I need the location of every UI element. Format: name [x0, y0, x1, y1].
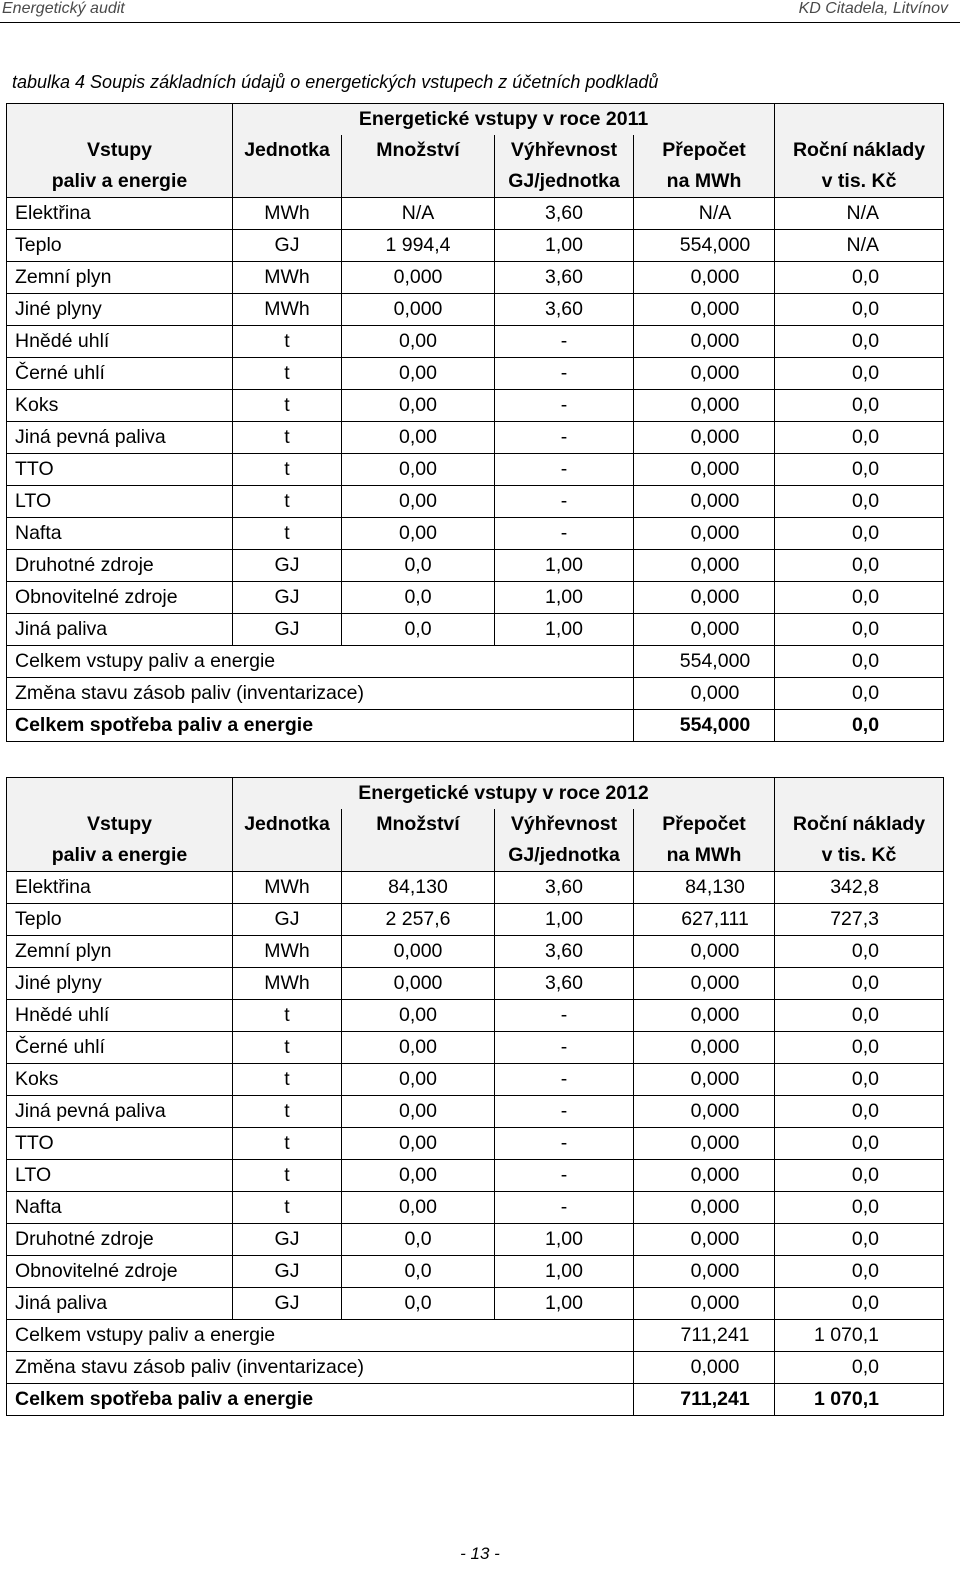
- calorific-cell: -: [495, 1096, 634, 1128]
- header-document-title: Energetický audit: [2, 0, 125, 17]
- totals-mwh-cell: 0,000: [634, 678, 775, 710]
- calorific-cell: -: [495, 1160, 634, 1192]
- quantity-cell: 0,00: [342, 1128, 495, 1160]
- table-row: [7, 1128, 944, 1160]
- row-label: Jiná paliva: [7, 1288, 233, 1320]
- mwh-cell: 0,000: [634, 1032, 775, 1064]
- column-header-cost: Roční náklady: [775, 135, 944, 166]
- cost-cell: N/A: [775, 198, 944, 230]
- mwh-cell: N/A: [634, 198, 775, 230]
- row-label: Nafta: [7, 518, 233, 550]
- mwh-cell: 0,000: [634, 1000, 775, 1032]
- unit-cell: GJ: [233, 582, 342, 614]
- cost-cell: 0,0: [775, 1032, 944, 1064]
- cost-cell: 0,0: [775, 1096, 944, 1128]
- table-row: [7, 1256, 944, 1288]
- column-header-conversion: Přepočet: [634, 135, 775, 166]
- cost-cell: 0,0: [775, 422, 944, 454]
- totals-row: [7, 646, 944, 678]
- calorific-cell: -: [495, 390, 634, 422]
- row-label: Druhotné zdroje: [7, 1224, 233, 1256]
- calorific-cell: -: [495, 1128, 634, 1160]
- unit-cell: t: [233, 1032, 342, 1064]
- table-row: [7, 390, 944, 422]
- row-label: Zemní plyn: [7, 262, 233, 294]
- column-header-conversion: Přepočet: [634, 809, 775, 840]
- header-building-name: KD Citadela, Litvínov: [798, 0, 948, 17]
- table-row: [7, 968, 944, 1000]
- calorific-cell: -: [495, 422, 634, 454]
- cost-cell: 0,0: [775, 1256, 944, 1288]
- unit-cell: t: [233, 1000, 342, 1032]
- row-label: Jiná pevná paliva: [7, 1096, 233, 1128]
- totals-row: [7, 1320, 944, 1352]
- unit-cell: GJ: [233, 904, 342, 936]
- cost-cell: 342,8: [775, 872, 944, 904]
- calorific-cell: 1,00: [495, 582, 634, 614]
- unit-cell: t: [233, 1096, 342, 1128]
- mwh-cell: 0,000: [634, 550, 775, 582]
- unit-cell: t: [233, 358, 342, 390]
- unit-cell: GJ: [233, 230, 342, 262]
- energy-inputs-table: [6, 103, 944, 742]
- unit-cell: t: [233, 454, 342, 486]
- table-title: Energetické vstupy v roce 2011: [233, 104, 775, 136]
- cost-cell: 0,0: [775, 582, 944, 614]
- table-caption: tabulka 4 Soupis základních údajů o energetických vstupech z účetních podkladů: [12, 72, 659, 92]
- table-row: [7, 358, 944, 390]
- table-row: [7, 326, 944, 358]
- mwh-cell: 0,000: [634, 454, 775, 486]
- row-label: Jiné plyny: [7, 294, 233, 326]
- totals-mwh-cell: 554,000: [634, 646, 775, 678]
- row-label: Teplo: [7, 230, 233, 262]
- calorific-cell: 3,60: [495, 936, 634, 968]
- row-label: Obnovitelné zdroje: [7, 1256, 233, 1288]
- page-number: - 13 -: [460, 1544, 500, 1563]
- totals-cost-cell: 0,0: [775, 710, 944, 742]
- column-header-inputs: Vstupy: [7, 809, 233, 840]
- calorific-cell: 3,60: [495, 872, 634, 904]
- calorific-cell: -: [495, 1064, 634, 1096]
- cost-cell: 0,0: [775, 1224, 944, 1256]
- totals-label: Změna stavu zásob paliv (inventarizace): [7, 1352, 634, 1384]
- quantity-cell: 0,00: [342, 486, 495, 518]
- row-label: Jiná pevná paliva: [7, 422, 233, 454]
- quantity-cell: 0,0: [342, 1256, 495, 1288]
- totals-mwh-cell: 0,000: [634, 1352, 775, 1384]
- mwh-cell: 0,000: [634, 518, 775, 550]
- totals-mwh-cell: 554,000: [634, 710, 775, 742]
- column-header-calorific-unit: GJ/jednotka: [495, 840, 634, 872]
- unit-cell: t: [233, 326, 342, 358]
- table-row: [7, 454, 944, 486]
- calorific-cell: -: [495, 1000, 634, 1032]
- table-row: [7, 936, 944, 968]
- column-header-inputs-sub: paliv a energie: [7, 840, 233, 872]
- header-cell-blank: [7, 104, 233, 136]
- table-row: [7, 230, 944, 262]
- mwh-cell: 0,000: [634, 1096, 775, 1128]
- unit-cell: GJ: [233, 1256, 342, 1288]
- mwh-cell: 0,000: [634, 390, 775, 422]
- cost-cell: 727,3: [775, 904, 944, 936]
- header-cell-blank: [342, 166, 495, 198]
- cost-cell: N/A: [775, 230, 944, 262]
- calorific-cell: 3,60: [495, 262, 634, 294]
- unit-cell: MWh: [233, 294, 342, 326]
- unit-cell: MWh: [233, 936, 342, 968]
- unit-cell: MWh: [233, 198, 342, 230]
- row-label: Obnovitelné zdroje: [7, 582, 233, 614]
- table-row: [7, 904, 944, 936]
- totals-cost-cell: 0,0: [775, 678, 944, 710]
- unit-cell: GJ: [233, 614, 342, 646]
- unit-cell: t: [233, 1160, 342, 1192]
- mwh-cell: 0,000: [634, 1224, 775, 1256]
- row-label: Nafta: [7, 1192, 233, 1224]
- column-header-conversion-unit: na MWh: [634, 840, 775, 872]
- calorific-cell: 3,60: [495, 294, 634, 326]
- mwh-cell: 0,000: [634, 936, 775, 968]
- unit-cell: t: [233, 422, 342, 454]
- cost-cell: 0,0: [775, 486, 944, 518]
- table-row: [7, 1224, 944, 1256]
- quantity-cell: 0,000: [342, 294, 495, 326]
- mwh-cell: 0,000: [634, 422, 775, 454]
- table-row: [7, 1288, 944, 1320]
- table-row: [7, 872, 944, 904]
- calorific-cell: 1,00: [495, 614, 634, 646]
- header-cell-blank: [775, 104, 944, 136]
- column-header-cost-unit: v tis. Kč: [775, 840, 944, 872]
- totals-cost-cell: 0,0: [775, 1352, 944, 1384]
- calorific-cell: 1,00: [495, 1288, 634, 1320]
- table-title: Energetické vstupy v roce 2012: [233, 778, 775, 810]
- mwh-cell: 0,000: [634, 326, 775, 358]
- mwh-cell: 0,000: [634, 1256, 775, 1288]
- row-label: Hnědé uhlí: [7, 326, 233, 358]
- quantity-cell: 0,00: [342, 518, 495, 550]
- mwh-cell: 0,000: [634, 1192, 775, 1224]
- quantity-cell: 0,00: [342, 454, 495, 486]
- totals-cost-cell: 1 070,1: [775, 1384, 944, 1416]
- row-label: TTO: [7, 1128, 233, 1160]
- column-header-cost: Roční náklady: [775, 809, 944, 840]
- calorific-cell: 1,00: [495, 1256, 634, 1288]
- row-label: Černé uhlí: [7, 1032, 233, 1064]
- unit-cell: GJ: [233, 1288, 342, 1320]
- calorific-cell: -: [495, 486, 634, 518]
- header-cell-blank: [233, 840, 342, 872]
- table-row: [7, 550, 944, 582]
- calorific-cell: 1,00: [495, 904, 634, 936]
- column-header-calorific: Výhřevnost: [495, 809, 634, 840]
- calorific-cell: -: [495, 326, 634, 358]
- table-row: [7, 582, 944, 614]
- row-label: Koks: [7, 1064, 233, 1096]
- mwh-cell: 0,000: [634, 1160, 775, 1192]
- unit-cell: MWh: [233, 262, 342, 294]
- header-cell-blank: [7, 778, 233, 810]
- quantity-cell: 0,00: [342, 1160, 495, 1192]
- totals-label: Celkem vstupy paliv a energie: [7, 646, 634, 678]
- page-header: [0, 0, 960, 23]
- calorific-cell: -: [495, 1192, 634, 1224]
- row-label: Zemní plyn: [7, 936, 233, 968]
- cost-cell: 0,0: [775, 390, 944, 422]
- quantity-cell: 0,00: [342, 326, 495, 358]
- quantity-cell: 0,000: [342, 262, 495, 294]
- totals-cost-cell: 1 070,1: [775, 1320, 944, 1352]
- unit-cell: t: [233, 1192, 342, 1224]
- row-label: Teplo: [7, 904, 233, 936]
- table-row: [7, 262, 944, 294]
- table-row: [7, 1064, 944, 1096]
- cost-cell: 0,0: [775, 968, 944, 1000]
- table-row: [7, 1032, 944, 1064]
- column-header-conversion-unit: na MWh: [634, 166, 775, 198]
- mwh-cell: 0,000: [634, 582, 775, 614]
- mwh-cell: 0,000: [634, 614, 775, 646]
- totals-mwh-cell: 711,241: [634, 1320, 775, 1352]
- row-label: Druhotné zdroje: [7, 550, 233, 582]
- cost-cell: 0,0: [775, 550, 944, 582]
- quantity-cell: 84,130: [342, 872, 495, 904]
- totals-row: [7, 710, 944, 742]
- cost-cell: 0,0: [775, 518, 944, 550]
- cost-cell: 0,0: [775, 1128, 944, 1160]
- quantity-cell: 0,0: [342, 582, 495, 614]
- quantity-cell: 0,00: [342, 1032, 495, 1064]
- calorific-cell: 3,60: [495, 198, 634, 230]
- mwh-cell: 554,000: [634, 230, 775, 262]
- column-header-calorific: Výhřevnost: [495, 135, 634, 166]
- calorific-cell: -: [495, 518, 634, 550]
- table-row: [7, 1000, 944, 1032]
- row-label: Hnědé uhlí: [7, 1000, 233, 1032]
- row-label: TTO: [7, 454, 233, 486]
- cost-cell: 0,0: [775, 294, 944, 326]
- table-row: [7, 518, 944, 550]
- column-header-calorific-unit: GJ/jednotka: [495, 166, 634, 198]
- totals-label: Celkem spotřeba paliv a energie: [7, 710, 634, 742]
- quantity-cell: 0,0: [342, 1288, 495, 1320]
- cost-cell: 0,0: [775, 358, 944, 390]
- unit-cell: t: [233, 1128, 342, 1160]
- table-row: [7, 198, 944, 230]
- cost-cell: 0,0: [775, 1288, 944, 1320]
- quantity-cell: 0,00: [342, 1000, 495, 1032]
- calorific-cell: 1,00: [495, 230, 634, 262]
- row-label: Jiné plyny: [7, 968, 233, 1000]
- unit-cell: GJ: [233, 1224, 342, 1256]
- unit-cell: t: [233, 390, 342, 422]
- quantity-cell: 0,00: [342, 390, 495, 422]
- cost-cell: 0,0: [775, 454, 944, 486]
- column-header-unit: Jednotka: [233, 809, 342, 840]
- cost-cell: 0,0: [775, 1160, 944, 1192]
- row-label: Černé uhlí: [7, 358, 233, 390]
- mwh-cell: 0,000: [634, 294, 775, 326]
- calorific-cell: -: [495, 454, 634, 486]
- cost-cell: 0,0: [775, 1192, 944, 1224]
- mwh-cell: 0,000: [634, 486, 775, 518]
- calorific-cell: -: [495, 358, 634, 390]
- quantity-cell: 0,00: [342, 1096, 495, 1128]
- cost-cell: 0,0: [775, 936, 944, 968]
- mwh-cell: 0,000: [634, 358, 775, 390]
- column-header-unit: Jednotka: [233, 135, 342, 166]
- row-label: Elektřina: [7, 198, 233, 230]
- unit-cell: t: [233, 486, 342, 518]
- totals-mwh-cell: 711,241: [634, 1384, 775, 1416]
- unit-cell: t: [233, 1064, 342, 1096]
- totals-row: [7, 1352, 944, 1384]
- mwh-cell: 0,000: [634, 968, 775, 1000]
- quantity-cell: 0,00: [342, 422, 495, 454]
- totals-label: Celkem spotřeba paliv a energie: [7, 1384, 634, 1416]
- header-cell-blank: [775, 778, 944, 810]
- cost-cell: 0,0: [775, 262, 944, 294]
- table-row: [7, 422, 944, 454]
- column-header-cost-unit: v tis. Kč: [775, 166, 944, 198]
- header-cell-blank: [342, 840, 495, 872]
- quantity-cell: N/A: [342, 198, 495, 230]
- table-row: [7, 486, 944, 518]
- quantity-cell: 0,000: [342, 936, 495, 968]
- row-label: Koks: [7, 390, 233, 422]
- row-label: Elektřina: [7, 872, 233, 904]
- cost-cell: 0,0: [775, 1064, 944, 1096]
- column-header-quantity: Množství: [342, 135, 495, 166]
- header-cell-blank: [233, 166, 342, 198]
- mwh-cell: 0,000: [634, 1128, 775, 1160]
- totals-row: [7, 1384, 944, 1416]
- calorific-cell: 3,60: [495, 968, 634, 1000]
- table-row: [7, 1192, 944, 1224]
- quantity-cell: 0,00: [342, 1064, 495, 1096]
- cost-cell: 0,0: [775, 1000, 944, 1032]
- calorific-cell: 1,00: [495, 550, 634, 582]
- unit-cell: t: [233, 518, 342, 550]
- column-header-quantity: Množství: [342, 809, 495, 840]
- quantity-cell: 2 257,6: [342, 904, 495, 936]
- mwh-cell: 0,000: [634, 262, 775, 294]
- column-header-inputs-sub: paliv a energie: [7, 166, 233, 198]
- table-row: [7, 294, 944, 326]
- unit-cell: MWh: [233, 872, 342, 904]
- mwh-cell: 627,111: [634, 904, 775, 936]
- unit-cell: GJ: [233, 550, 342, 582]
- quantity-cell: 0,000: [342, 968, 495, 1000]
- calorific-cell: 1,00: [495, 1224, 634, 1256]
- table-row: [7, 1160, 944, 1192]
- quantity-cell: 0,0: [342, 1224, 495, 1256]
- mwh-cell: 84,130: [634, 872, 775, 904]
- totals-row: [7, 678, 944, 710]
- totals-label: Celkem vstupy paliv a energie: [7, 1320, 634, 1352]
- unit-cell: MWh: [233, 968, 342, 1000]
- table-row: [7, 1096, 944, 1128]
- mwh-cell: 0,000: [634, 1064, 775, 1096]
- totals-cost-cell: 0,0: [775, 646, 944, 678]
- totals-label: Změna stavu zásob paliv (inventarizace): [7, 678, 634, 710]
- row-label: Jiná paliva: [7, 614, 233, 646]
- quantity-cell: 0,0: [342, 550, 495, 582]
- calorific-cell: -: [495, 1032, 634, 1064]
- quantity-cell: 0,0: [342, 614, 495, 646]
- quantity-cell: 0,00: [342, 358, 495, 390]
- cost-cell: 0,0: [775, 614, 944, 646]
- cost-cell: 0,0: [775, 326, 944, 358]
- table-row: [7, 614, 944, 646]
- row-label: LTO: [7, 486, 233, 518]
- quantity-cell: 0,00: [342, 1192, 495, 1224]
- quantity-cell: 1 994,4: [342, 230, 495, 262]
- mwh-cell: 0,000: [634, 1288, 775, 1320]
- column-header-inputs: Vstupy: [7, 135, 233, 166]
- row-label: LTO: [7, 1160, 233, 1192]
- energy-inputs-table: [6, 777, 944, 1416]
